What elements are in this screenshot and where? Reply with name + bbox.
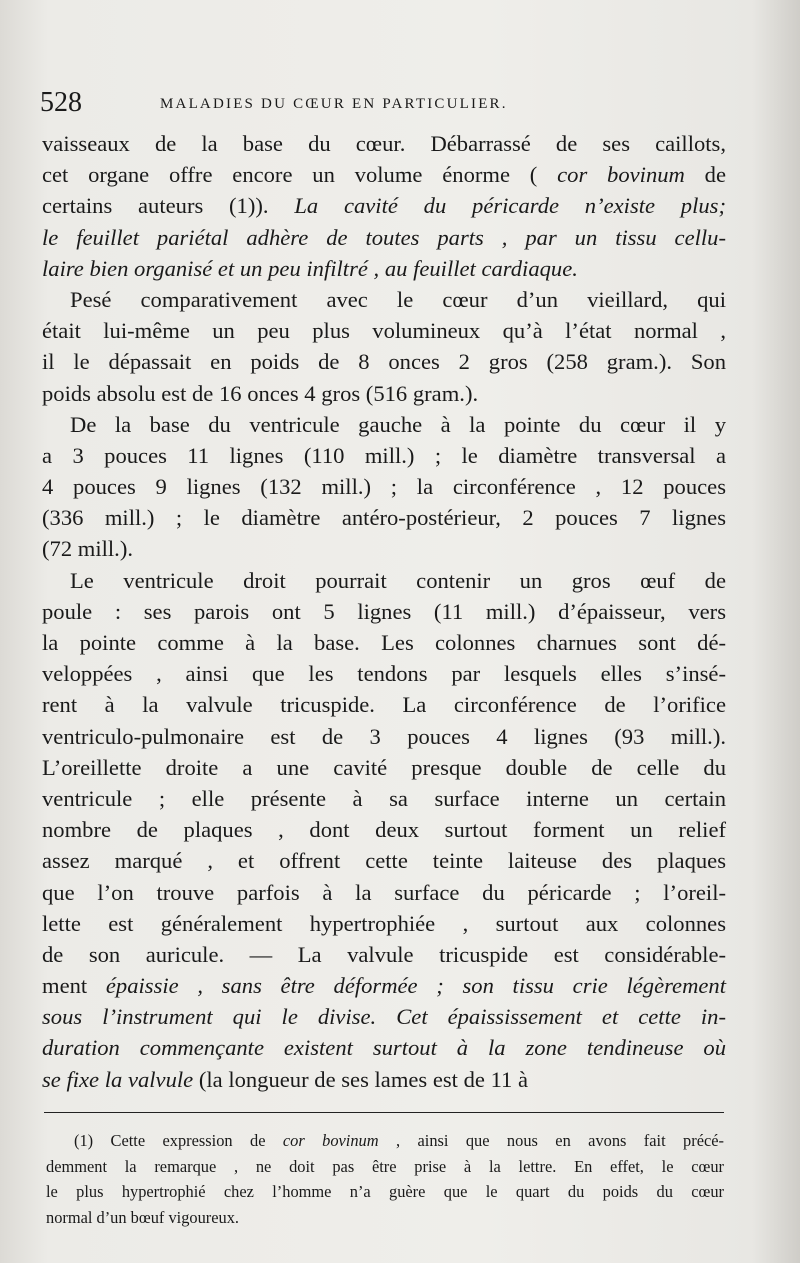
text-line [42, 877, 726, 908]
text-segment: Pesé comparativement avec le cœur d’un vieillard, qui [70, 286, 726, 312]
text-segment: lette est généralement hypertrophiée , surtout aux colonnes [42, 910, 726, 936]
text-line [42, 1032, 726, 1063]
text-line [42, 159, 726, 190]
text-segment: veloppées , ainsi que les tendons par lesquels elles s’insé- [42, 661, 726, 687]
page-header [40, 88, 730, 118]
text-line [46, 1179, 724, 1205]
text-line [42, 440, 726, 471]
italic-text: épaissie , sans être déformée ; son tissu crie légèrement [105, 973, 727, 999]
italic-text: sous l’instrument qui le divise. Cet épaississement et cette in- [42, 1004, 726, 1030]
paragraph [42, 409, 726, 565]
italic-text: cor bovinum [557, 162, 685, 188]
text-segment: cet organe offre encore un volume énorme ( [42, 162, 558, 188]
text-line [42, 378, 726, 409]
text-segment: L’oreillette droite a une cavité presque double de celle du [42, 754, 726, 780]
text-segment: que l’on trouve parfois à la surface du péricarde ; l’oreil- [42, 879, 726, 905]
text-segment: ventriculo-pulmonaire est de 3 pouces 4 lignes (93 mill.). [42, 723, 726, 749]
text-line [42, 845, 726, 876]
body-text [42, 128, 726, 1095]
text-segment: il le dépassait en poids de 8 onces 2 gros (258 gram.). Son [42, 349, 726, 375]
text-line [42, 190, 726, 221]
text-segment: , ainsi que nous en avons fait précé- [378, 1131, 724, 1150]
text-segment: 4 pouces 9 lignes (132 mill.) ; la circonférence , 12 pouces [42, 474, 726, 500]
italic-text: se fixe la valvule [42, 1066, 194, 1092]
text-line [42, 689, 726, 720]
text-line [42, 721, 726, 752]
text-line [42, 752, 726, 783]
text-segment: le plus hypertrophié chez l’homme n’a guère que le quart du poids du cœur [46, 1182, 724, 1202]
footnote [46, 1128, 724, 1230]
text-line [42, 128, 726, 159]
text-line [42, 970, 726, 1001]
text-line [42, 814, 726, 845]
text-segment: (336 mill.) ; le diamètre antéro-postérieur, 2 pouces 7 lignes [42, 505, 726, 531]
text-line [46, 1205, 724, 1231]
text-segment: a 3 pouces 11 lignes (110 mill.) ; le diamètre transversal a [42, 442, 726, 468]
text-segment: poule : ses parois ont 5 lignes (11 mill.) d’épaisseur, vers [42, 598, 726, 624]
paragraph [42, 128, 726, 284]
text-line [42, 908, 726, 939]
text-segment: ventricule ; elle présente à sa surface interne un certain [42, 785, 726, 811]
text-line [42, 409, 726, 440]
text-segment: normal d’un bœuf vigoureux. [46, 1207, 240, 1227]
text-line [42, 284, 726, 315]
text-segment: assez marqué , et offrent cette teinte laiteuse des plaques [42, 848, 726, 874]
text-segment: vaisseaux de la base du cœur. Débarrassé de ses caillots, [42, 131, 726, 156]
italic-text: laire bien organisé et un peu infiltré , au feuillet cardiaque. [42, 255, 578, 281]
paragraph [42, 284, 726, 409]
text-line [42, 627, 726, 658]
text-segment: certains auteurs (1)). [42, 193, 295, 219]
text-line [42, 222, 726, 253]
text-line [42, 1064, 726, 1095]
text-line [42, 253, 726, 284]
text-line [42, 533, 726, 564]
text-line [42, 346, 726, 377]
text-segment: De la base du ventricule gauche à la pointe du cœur il y [70, 411, 726, 437]
page-number: 528 [40, 87, 82, 118]
text-line [42, 939, 726, 970]
text-line [42, 565, 726, 596]
text-segment: la pointe comme à la base. Les colonnes charnues sont dé- [42, 630, 726, 655]
text-segment: de [684, 162, 726, 188]
text-segment: ment [42, 973, 106, 999]
italic-text: La cavité du péricarde n’existe plus; [294, 193, 726, 219]
text-line [42, 658, 726, 689]
text-segment: (1) Cette expression de [74, 1131, 283, 1150]
text-line [46, 1154, 724, 1180]
text-segment: nombre de plaques , dont deux surtout forment un relief [42, 817, 726, 843]
text-segment: demment la remarque , ne doit pas être prise à la lettre. En effet, le cœur [46, 1156, 724, 1176]
text-line [42, 471, 726, 502]
text-line [42, 502, 726, 533]
text-segment: Le ventricule droit pourrait contenir un gros œuf de [70, 567, 726, 593]
text-line [42, 783, 726, 814]
paragraph [42, 565, 726, 1095]
text-segment: poids absolu est de 16 onces 4 gros (516 gram.). [42, 380, 479, 406]
text-line [42, 1001, 726, 1032]
text-line [42, 315, 726, 346]
text-line [42, 596, 726, 627]
text-segment: (la longueur de ses lames est de 11 à [193, 1066, 529, 1092]
text-segment: de son auricule. — La valvule tricuspide est considérable- [42, 941, 726, 967]
running-title: MALADIES DU CŒUR EN PARTICULIER. [160, 96, 508, 112]
footnote-rule [44, 1112, 724, 1113]
italic-text: le feuillet pariétal adhère de toutes parts , par un tissu cellu- [42, 224, 726, 250]
italic-text: cor bovinum [282, 1131, 379, 1150]
text-segment: était lui-même un peu plus volumineux qu’à l’état normal , [42, 318, 726, 344]
text-segment: (72 mill.). [42, 536, 133, 562]
text-line [46, 1128, 724, 1154]
italic-text: duration commençante existent surtout à la zone tendineuse où [42, 1035, 726, 1061]
text-segment: rent à la valvule tricuspide. La circonférence de l’orifice [42, 692, 726, 718]
